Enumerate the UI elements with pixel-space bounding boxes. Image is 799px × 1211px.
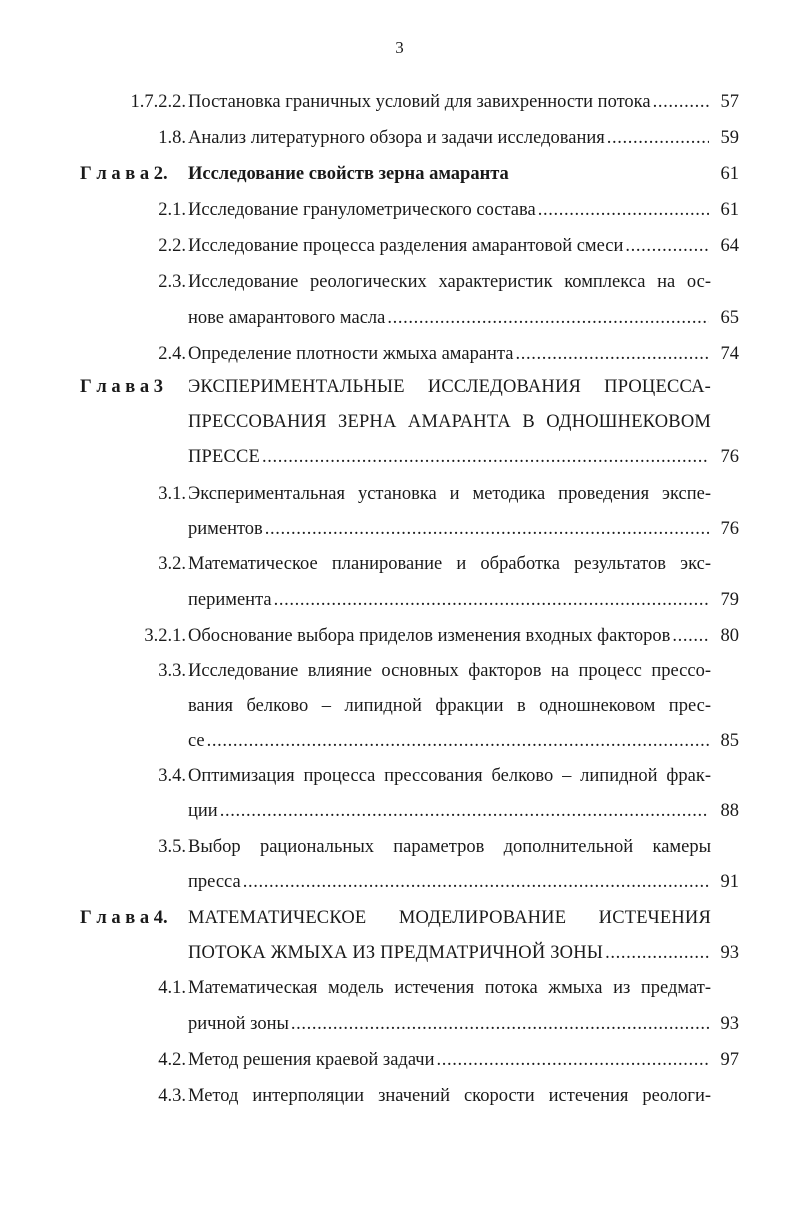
dot-leader (672, 618, 709, 654)
dot-leader (207, 723, 709, 759)
section-title-line: нове амарантового масла (188, 308, 386, 328)
chapter-label: Г л а в а 2. (80, 164, 168, 184)
toc-entry-continuation (0, 511, 799, 547)
section-title-line: Оптимизация процесса прессования белково – липидной фрак- (188, 766, 711, 786)
section-title-line: Математическое планирование и обработка результатов экс- (188, 554, 711, 574)
toc-entry (0, 829, 799, 865)
section-number: 4.1. (158, 978, 186, 998)
chapter-title: Исследование свойств зерна амаранта (188, 164, 509, 184)
section-title: Анализ литературного обзора и задачи исследования (188, 128, 605, 148)
section-title-line: Исследование реологических характеристик комплекса на ос- (188, 272, 711, 292)
toc-entry-continuation (0, 864, 799, 900)
section-number: 1.7.2.2. (130, 92, 186, 112)
section-title: Исследование гранулометрического состава (188, 200, 536, 220)
dot-leader (274, 582, 709, 618)
dot-leader (243, 864, 709, 900)
page-ref: 61 (720, 164, 739, 184)
section-number: 2.1. (158, 200, 186, 220)
toc-entry (0, 264, 799, 300)
page-ref: 80 (720, 626, 739, 646)
dot-leader (515, 336, 709, 372)
dot-leader (291, 1006, 709, 1042)
section-title-line: ричной зоны (188, 1014, 289, 1034)
toc-chapter-entry (0, 369, 799, 405)
dot-leader (607, 120, 709, 156)
page-ref: 76 (720, 447, 739, 467)
page-ref: 74 (720, 344, 739, 364)
section-title-line: Математическая модель истечения потока жмыха из предмат- (188, 978, 711, 998)
page-ref: 91 (720, 872, 739, 892)
section-title-line: перимента (188, 590, 272, 610)
section-title-line: Выбор рациональных параметров дополнительной камеры (188, 837, 711, 857)
chapter-title-line: МАТЕМАТИЧЕСКОЕ МОДЕЛИРОВАНИЕ ИСТЕЧЕНИЯ (188, 908, 711, 928)
section-title-line: вания белково – липидной фракции в одношнековом прес- (188, 696, 711, 716)
section-number: 1.8. (158, 128, 186, 148)
page-ref: 88 (720, 801, 739, 821)
page-ref: 79 (720, 590, 739, 610)
toc-entry (0, 336, 799, 372)
toc-chapter-continuation (0, 439, 799, 475)
section-number: 3.2. (158, 554, 186, 574)
toc-entry-continuation (0, 1006, 799, 1042)
dot-leader (538, 192, 709, 228)
page-ref: 64 (720, 236, 739, 256)
section-title: Постановка граничных условий для завихренности потока (188, 92, 651, 112)
dot-leader (265, 511, 709, 547)
page-ref: 93 (720, 943, 739, 963)
toc-entry (0, 192, 799, 228)
section-title: Метод решения краевой задачи (188, 1050, 435, 1070)
toc-entry (0, 970, 799, 1006)
toc-entry (0, 1042, 799, 1078)
section-number: 4.3. (158, 1086, 186, 1106)
section-title-line: Исследование влияние основных факторов на процесс прессо- (188, 661, 711, 681)
section-number: 3.2.1. (144, 626, 186, 646)
chapter-title-line: ПОТОКА ЖМЫХА ИЗ ПРЕДМАТРИЧНОЙ ЗОНЫ (188, 943, 604, 963)
toc-entry (0, 618, 799, 654)
section-number: 2.2. (158, 236, 186, 256)
section-title: Исследование процесса разделения амарантовой смеси (188, 236, 624, 256)
toc-entry (0, 758, 799, 794)
toc-chapter-entry (0, 156, 799, 192)
page-ref: 76 (720, 519, 739, 539)
page-ref: 85 (720, 731, 739, 751)
section-number: 3.3. (158, 661, 186, 681)
toc-entry (0, 476, 799, 512)
section-number: 2.4. (158, 344, 186, 364)
dot-leader (387, 300, 709, 336)
dot-leader (605, 935, 709, 971)
chapter-title-line: ПРЕССЕ (188, 447, 261, 467)
chapter-label: Г л а в а 4. (80, 908, 168, 928)
section-number: 3.4. (158, 766, 186, 786)
section-title-line: ции (188, 801, 218, 821)
toc-entry-continuation (0, 688, 799, 724)
dot-leader (653, 84, 709, 120)
toc-entry-continuation (0, 723, 799, 759)
page-ref: 93 (720, 1014, 739, 1034)
toc-entry (0, 228, 799, 264)
section-title-line: риментов (188, 519, 263, 539)
dot-leader (220, 793, 709, 829)
dot-leader (262, 439, 709, 475)
dot-leader (437, 1042, 709, 1078)
toc-entry (0, 84, 799, 120)
toc-entry (0, 1078, 799, 1114)
chapter-title-line: ПРЕССОВАНИЯ ЗЕРНА АМАРАНТА В ОДНОШНЕКОВОМ (188, 412, 711, 432)
toc-chapter-continuation (0, 935, 799, 971)
section-number: 3.5. (158, 837, 186, 857)
section-number: 2.3. (158, 272, 186, 292)
toc-chapter-entry (0, 900, 799, 936)
page-ref: 97 (720, 1050, 739, 1070)
dot-leader (625, 228, 709, 264)
toc-entry (0, 546, 799, 582)
page-number: 3 (395, 38, 404, 57)
toc-entry-continuation (0, 793, 799, 829)
chapter-label: Г л а в а 3 (80, 377, 164, 397)
toc-entry (0, 653, 799, 689)
section-title: Определение плотности жмыха амаранта (188, 344, 514, 364)
section-title-line: Экспериментальная установка и методика проведения экспе- (188, 484, 711, 504)
page-ref: 65 (720, 308, 739, 328)
page-ref: 59 (720, 128, 739, 148)
toc-chapter-continuation (0, 404, 799, 440)
section-number: 3.1. (158, 484, 186, 504)
section-title: Обоснование выбора приделов изменения входных факторов (188, 626, 671, 646)
chapter-title-line: ЭКСПЕРИМЕНТАЛЬНЫЕ ИССЛЕДОВАНИЯ ПРОЦЕССА- (188, 377, 711, 397)
section-number: 4.2. (158, 1050, 186, 1070)
section-title-line: се (188, 731, 205, 751)
section-title-line: Метод интерполяции значений скорости истечения реологи- (188, 1086, 711, 1106)
section-title-line: пресса (188, 872, 241, 892)
toc-entry-continuation (0, 300, 799, 336)
toc-entry (0, 120, 799, 156)
toc-entry-continuation (0, 582, 799, 618)
page-ref: 61 (720, 200, 739, 220)
page-ref: 57 (720, 92, 739, 112)
